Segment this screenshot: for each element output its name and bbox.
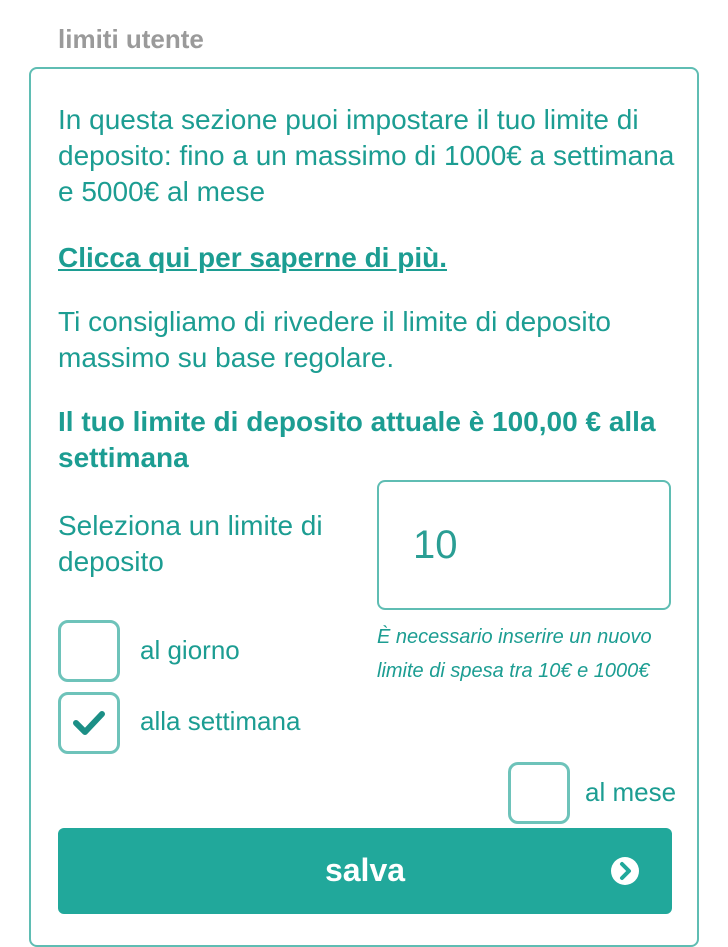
checkbox-label-al-mese: al mese [585, 777, 677, 807]
checkmark-icon [72, 709, 106, 737]
save-button[interactable] [58, 828, 672, 914]
limit-hint-text: È necessario inserire un nuovo limite di spesa tra 10€ e 1000€ [377, 626, 652, 682]
section-title: limiti utente [58, 24, 204, 54]
chevron-right-icon [610, 856, 640, 886]
deposit-limit-input[interactable] [377, 480, 671, 610]
intro-text: In questa sezione puoi impostare il tuo limite di deposito: fino a un massimo di 1000€ a settimana e 5000€ al mese [58, 104, 675, 207]
checkbox-al-mese[interactable] [508, 762, 570, 824]
learn-more-link[interactable]: Clicca qui per saperne di più. [58, 242, 447, 273]
checkbox-al-giorno[interactable] [58, 620, 120, 682]
checkbox-alla-settimana[interactable] [58, 692, 120, 754]
current-limit-text: Il tuo limite di deposito attuale è 100,00 € alla settimana [58, 406, 656, 473]
checkbox-label-alla-settimana: alla settimana [140, 706, 301, 736]
select-limit-label: Seleziona un limite di deposito [58, 510, 323, 577]
save-button-label: salva [324, 852, 406, 888]
advice-text: Ti consigliamo di rivedere il limite di deposito massimo su base regolare. [58, 306, 611, 373]
checkbox-label-al-giorno: al giorno [140, 635, 240, 665]
